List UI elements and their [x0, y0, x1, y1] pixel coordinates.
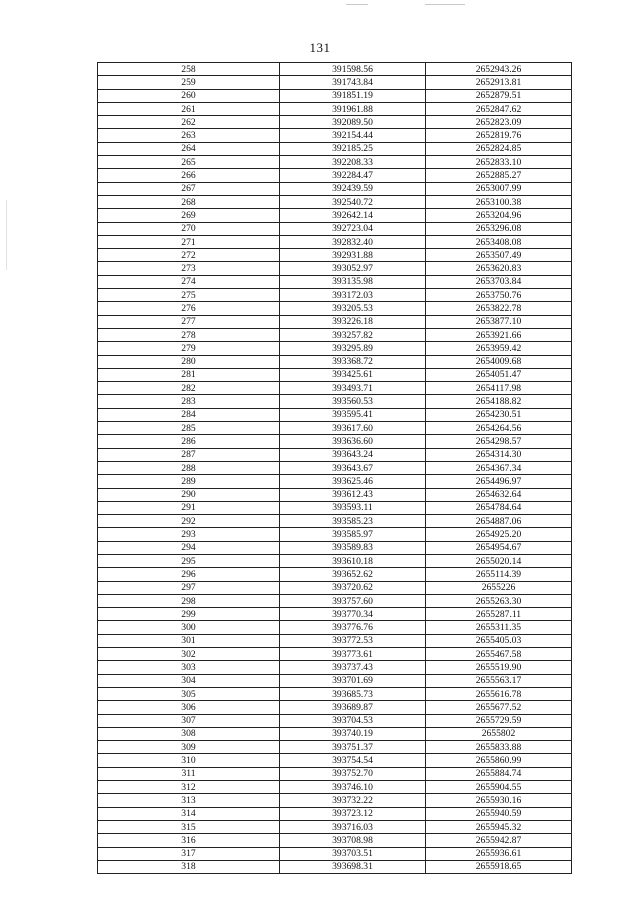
scan-artifact-line [346, 4, 368, 5]
y-coordinate-cell: 2655833.88 [426, 741, 572, 754]
point-number-cell: 295 [98, 554, 280, 567]
y-coordinate-cell: 2654632.64 [426, 488, 572, 501]
x-coordinate-cell: 393589.83 [280, 541, 426, 554]
table-row [98, 687, 572, 700]
x-coordinate-cell: 392089.50 [280, 116, 426, 129]
x-coordinate-cell: 393757.60 [280, 594, 426, 607]
point-number-cell: 312 [98, 781, 280, 794]
point-number-cell: 310 [98, 754, 280, 767]
y-coordinate-cell: 2652823.09 [426, 116, 572, 129]
point-number-cell: 296 [98, 568, 280, 581]
y-coordinate-cell: 2655940.59 [426, 807, 572, 820]
x-coordinate-cell: 393708.98 [280, 834, 426, 847]
x-coordinate-cell: 393643.67 [280, 461, 426, 474]
table-row [98, 528, 572, 541]
x-coordinate-cell: 393716.03 [280, 820, 426, 833]
x-coordinate-cell: 393703.51 [280, 847, 426, 860]
y-coordinate-cell: 2653750.76 [426, 289, 572, 302]
y-coordinate-cell: 2655860.99 [426, 754, 572, 767]
x-coordinate-cell: 392723.04 [280, 222, 426, 235]
table-row [98, 368, 572, 381]
point-number-cell: 260 [98, 89, 280, 102]
y-coordinate-cell: 2655563.17 [426, 674, 572, 687]
y-coordinate-cell: 2655884.74 [426, 767, 572, 780]
point-number-cell: 264 [98, 142, 280, 155]
table-row [98, 382, 572, 395]
point-number-cell: 281 [98, 368, 280, 381]
y-coordinate-cell: 2654496.97 [426, 475, 572, 488]
y-coordinate-cell: 2655945.32 [426, 820, 572, 833]
point-number-cell: 286 [98, 435, 280, 448]
y-coordinate-cell: 2655519.90 [426, 661, 572, 674]
y-coordinate-cell: 2655467.58 [426, 648, 572, 661]
table-row [98, 209, 572, 222]
table-row [98, 834, 572, 847]
table-row [98, 714, 572, 727]
y-coordinate-cell: 2653877.10 [426, 315, 572, 328]
point-number-cell: 317 [98, 847, 280, 860]
table-row [98, 488, 572, 501]
point-number-cell: 275 [98, 289, 280, 302]
table-row [98, 169, 572, 182]
coordinates-table [97, 62, 572, 874]
y-coordinate-cell: 2655226 [426, 581, 572, 594]
x-coordinate-cell: 393652.62 [280, 568, 426, 581]
y-coordinate-cell: 2654314.30 [426, 448, 572, 461]
point-number-cell: 268 [98, 195, 280, 208]
y-coordinate-cell: 2653507.49 [426, 249, 572, 262]
x-coordinate-cell: 392284.47 [280, 169, 426, 182]
table-row [98, 328, 572, 341]
x-coordinate-cell: 393205.53 [280, 302, 426, 315]
table-row [98, 302, 572, 315]
table-row [98, 661, 572, 674]
table-row [98, 554, 572, 567]
y-coordinate-cell: 2653703.84 [426, 275, 572, 288]
point-number-cell: 290 [98, 488, 280, 501]
y-coordinate-cell: 2655729.59 [426, 714, 572, 727]
point-number-cell: 273 [98, 262, 280, 275]
point-number-cell: 301 [98, 634, 280, 647]
table-row [98, 262, 572, 275]
x-coordinate-cell: 393052.97 [280, 262, 426, 275]
point-number-cell: 269 [98, 209, 280, 222]
x-coordinate-cell: 393612.43 [280, 488, 426, 501]
y-coordinate-cell: 2653921.66 [426, 328, 572, 341]
point-number-cell: 318 [98, 860, 280, 873]
x-coordinate-cell: 393754.54 [280, 754, 426, 767]
table-row [98, 235, 572, 248]
y-coordinate-cell: 2655311.35 [426, 621, 572, 634]
y-coordinate-cell: 2655405.03 [426, 634, 572, 647]
x-coordinate-cell: 393746.10 [280, 781, 426, 794]
y-coordinate-cell: 2653822.78 [426, 302, 572, 315]
point-number-cell: 277 [98, 315, 280, 328]
table-row [98, 116, 572, 129]
x-coordinate-cell: 393257.82 [280, 328, 426, 341]
point-number-cell: 266 [98, 169, 280, 182]
x-coordinate-cell: 393585.23 [280, 515, 426, 528]
point-number-cell: 262 [98, 116, 280, 129]
y-coordinate-cell: 2654051.47 [426, 368, 572, 381]
table-row [98, 794, 572, 807]
y-coordinate-cell: 2655904.55 [426, 781, 572, 794]
x-coordinate-cell: 393493.71 [280, 382, 426, 395]
point-number-cell: 307 [98, 714, 280, 727]
table-row [98, 807, 572, 820]
table-row [98, 289, 572, 302]
point-number-cell: 276 [98, 302, 280, 315]
point-number-cell: 289 [98, 475, 280, 488]
table-row [98, 754, 572, 767]
coordinates-table-body [98, 63, 572, 874]
x-coordinate-cell: 393610.18 [280, 554, 426, 567]
table-row [98, 741, 572, 754]
table-row [98, 102, 572, 115]
table-row [98, 847, 572, 860]
table-row [98, 395, 572, 408]
table-row [98, 142, 572, 155]
point-number-cell: 316 [98, 834, 280, 847]
table-row [98, 249, 572, 262]
y-coordinate-cell: 2654925.20 [426, 528, 572, 541]
y-coordinate-cell: 2654887.06 [426, 515, 572, 528]
point-number-cell: 311 [98, 767, 280, 780]
y-coordinate-cell: 2655020.14 [426, 554, 572, 567]
x-coordinate-cell: 393752.70 [280, 767, 426, 780]
x-coordinate-cell: 392642.14 [280, 209, 426, 222]
y-coordinate-cell: 2654784.64 [426, 501, 572, 514]
y-coordinate-cell: 2653959.42 [426, 342, 572, 355]
x-coordinate-cell: 393172.03 [280, 289, 426, 302]
y-coordinate-cell: 2655677.52 [426, 701, 572, 714]
point-number-cell: 299 [98, 608, 280, 621]
y-coordinate-cell: 2653204.96 [426, 209, 572, 222]
x-coordinate-cell: 392185.25 [280, 142, 426, 155]
point-number-cell: 288 [98, 461, 280, 474]
x-coordinate-cell: 393701.69 [280, 674, 426, 687]
table-row [98, 581, 572, 594]
x-coordinate-cell: 392540.72 [280, 195, 426, 208]
y-coordinate-cell: 2655263.30 [426, 594, 572, 607]
y-coordinate-cell: 2653007.99 [426, 182, 572, 195]
point-number-cell: 258 [98, 63, 280, 76]
table-row [98, 408, 572, 421]
y-coordinate-cell: 2654367.34 [426, 461, 572, 474]
point-number-cell: 306 [98, 701, 280, 714]
x-coordinate-cell: 391961.88 [280, 102, 426, 115]
point-number-cell: 313 [98, 794, 280, 807]
y-coordinate-cell: 2652879.51 [426, 89, 572, 102]
y-coordinate-cell: 2652943.26 [426, 63, 572, 76]
table-row [98, 568, 572, 581]
x-coordinate-cell: 391743.84 [280, 76, 426, 89]
point-number-cell: 302 [98, 648, 280, 661]
table-row [98, 621, 572, 634]
table-row [98, 674, 572, 687]
x-coordinate-cell: 393625.46 [280, 475, 426, 488]
table-row [98, 767, 572, 780]
table-row [98, 475, 572, 488]
x-coordinate-cell: 393770.34 [280, 608, 426, 621]
x-coordinate-cell: 392439.59 [280, 182, 426, 195]
x-coordinate-cell: 393593.11 [280, 501, 426, 514]
x-coordinate-cell: 393585.97 [280, 528, 426, 541]
table-row [98, 355, 572, 368]
table-row [98, 594, 572, 607]
y-coordinate-cell: 2655616.78 [426, 687, 572, 700]
point-number-cell: 274 [98, 275, 280, 288]
point-number-cell: 293 [98, 528, 280, 541]
table-row [98, 89, 572, 102]
x-coordinate-cell: 392154.44 [280, 129, 426, 142]
x-coordinate-cell: 393732.22 [280, 794, 426, 807]
table-row [98, 461, 572, 474]
x-coordinate-cell: 392208.33 [280, 156, 426, 169]
table-row [98, 648, 572, 661]
point-number-cell: 292 [98, 515, 280, 528]
y-coordinate-cell: 2653100.38 [426, 195, 572, 208]
point-number-cell: 294 [98, 541, 280, 554]
point-number-cell: 263 [98, 129, 280, 142]
point-number-cell: 308 [98, 727, 280, 740]
x-coordinate-cell: 393425.61 [280, 368, 426, 381]
table-row [98, 820, 572, 833]
x-coordinate-cell: 391598.56 [280, 63, 426, 76]
table-row [98, 608, 572, 621]
table-row [98, 727, 572, 740]
x-coordinate-cell: 393595.41 [280, 408, 426, 421]
x-coordinate-cell: 393723.12 [280, 807, 426, 820]
y-coordinate-cell: 2652819.76 [426, 129, 572, 142]
point-number-cell: 287 [98, 448, 280, 461]
point-number-cell: 267 [98, 182, 280, 195]
table-row [98, 422, 572, 435]
table-row [98, 342, 572, 355]
table-row [98, 76, 572, 89]
x-coordinate-cell: 393698.31 [280, 860, 426, 873]
x-coordinate-cell: 393617.60 [280, 422, 426, 435]
scan-artifact-line [6, 200, 7, 270]
point-number-cell: 300 [98, 621, 280, 634]
point-number-cell: 259 [98, 76, 280, 89]
y-coordinate-cell: 2652824.85 [426, 142, 572, 155]
y-coordinate-cell: 2652847.62 [426, 102, 572, 115]
table-row [98, 195, 572, 208]
point-number-cell: 261 [98, 102, 280, 115]
table-row [98, 275, 572, 288]
point-number-cell: 283 [98, 395, 280, 408]
table-row [98, 315, 572, 328]
y-coordinate-cell: 2653620.83 [426, 262, 572, 275]
point-number-cell: 303 [98, 661, 280, 674]
y-coordinate-cell: 2655114.39 [426, 568, 572, 581]
x-coordinate-cell: 393720.62 [280, 581, 426, 594]
point-number-cell: 282 [98, 382, 280, 395]
point-number-cell: 314 [98, 807, 280, 820]
point-number-cell: 284 [98, 408, 280, 421]
x-coordinate-cell: 393643.24 [280, 448, 426, 461]
table-row [98, 701, 572, 714]
table-row [98, 63, 572, 76]
table-row [98, 860, 572, 873]
y-coordinate-cell: 2655942.87 [426, 834, 572, 847]
x-coordinate-cell: 393704.53 [280, 714, 426, 727]
x-coordinate-cell: 392832.40 [280, 235, 426, 248]
point-number-cell: 279 [98, 342, 280, 355]
y-coordinate-cell: 2655802 [426, 727, 572, 740]
x-coordinate-cell: 393685.73 [280, 687, 426, 700]
table-row [98, 156, 572, 169]
y-coordinate-cell: 2655936.61 [426, 847, 572, 860]
x-coordinate-cell: 392931.88 [280, 249, 426, 262]
y-coordinate-cell: 2655918.65 [426, 860, 572, 873]
point-number-cell: 297 [98, 581, 280, 594]
y-coordinate-cell: 2652833.10 [426, 156, 572, 169]
point-number-cell: 265 [98, 156, 280, 169]
y-coordinate-cell: 2655930.16 [426, 794, 572, 807]
point-number-cell: 272 [98, 249, 280, 262]
x-coordinate-cell: 393773.61 [280, 648, 426, 661]
y-coordinate-cell: 2653408.08 [426, 235, 572, 248]
x-coordinate-cell: 393226.18 [280, 315, 426, 328]
point-number-cell: 278 [98, 328, 280, 341]
x-coordinate-cell: 393636.60 [280, 435, 426, 448]
y-coordinate-cell: 2654298.57 [426, 435, 572, 448]
point-number-cell: 315 [98, 820, 280, 833]
x-coordinate-cell: 393772.53 [280, 634, 426, 647]
x-coordinate-cell: 393689.87 [280, 701, 426, 714]
table-row [98, 541, 572, 554]
point-number-cell: 280 [98, 355, 280, 368]
x-coordinate-cell: 393560.53 [280, 395, 426, 408]
x-coordinate-cell: 391851.19 [280, 89, 426, 102]
y-coordinate-cell: 2654954.67 [426, 541, 572, 554]
y-coordinate-cell: 2654230.51 [426, 408, 572, 421]
table-row [98, 435, 572, 448]
y-coordinate-cell: 2653296.08 [426, 222, 572, 235]
y-coordinate-cell: 2654117.98 [426, 382, 572, 395]
table-row [98, 182, 572, 195]
y-coordinate-cell: 2654188.82 [426, 395, 572, 408]
scan-artifact-line [425, 4, 465, 5]
y-coordinate-cell: 2654264.56 [426, 422, 572, 435]
table-row [98, 501, 572, 514]
x-coordinate-cell: 393368.72 [280, 355, 426, 368]
table-row [98, 634, 572, 647]
point-number-cell: 285 [98, 422, 280, 435]
x-coordinate-cell: 393751.37 [280, 741, 426, 754]
point-number-cell: 271 [98, 235, 280, 248]
table-row [98, 515, 572, 528]
x-coordinate-cell: 393776.76 [280, 621, 426, 634]
point-number-cell: 291 [98, 501, 280, 514]
y-coordinate-cell: 2652913.81 [426, 76, 572, 89]
table-row [98, 448, 572, 461]
x-coordinate-cell: 393740.19 [280, 727, 426, 740]
x-coordinate-cell: 393135.98 [280, 275, 426, 288]
y-coordinate-cell: 2654009.68 [426, 355, 572, 368]
x-coordinate-cell: 393737.43 [280, 661, 426, 674]
table-row [98, 222, 572, 235]
point-number-cell: 305 [98, 687, 280, 700]
page-number: 131 [309, 40, 331, 55]
x-coordinate-cell: 393295.89 [280, 342, 426, 355]
table-row [98, 781, 572, 794]
point-number-cell: 270 [98, 222, 280, 235]
table-row [98, 129, 572, 142]
point-number-cell: 309 [98, 741, 280, 754]
point-number-cell: 304 [98, 674, 280, 687]
y-coordinate-cell: 2652885.27 [426, 169, 572, 182]
point-number-cell: 298 [98, 594, 280, 607]
y-coordinate-cell: 2655287.11 [426, 608, 572, 621]
